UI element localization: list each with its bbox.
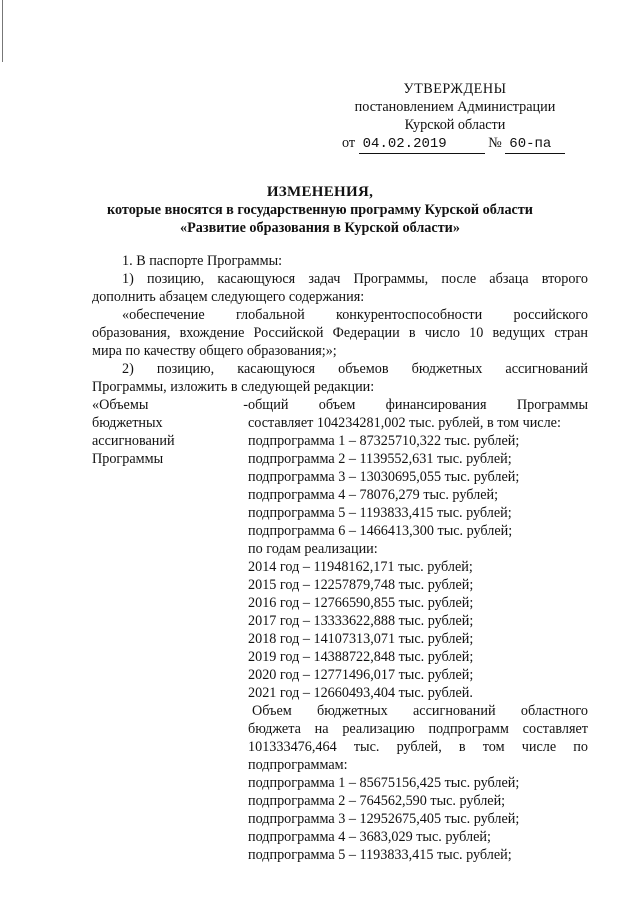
budget-line: подпрограмма 1 – 87325710,322 тыс. рублей; (248, 433, 520, 449)
budget-position-text (248, 396, 588, 864)
year-line: 2019 год – 14388722,848 тыс. рублей; (248, 649, 474, 665)
year-line: 2017 год – 13333622,888 тыс. рублей; (248, 613, 474, 629)
label-line-4: Программы (92, 451, 164, 467)
label-line-1: «Объемы (92, 397, 149, 413)
section-1: 1. В паспорте Программы: (122, 253, 283, 269)
document-heading (60, 183, 580, 237)
item-2-lead: 2) позицию, касающуюся объемов бюджетных ассигнований (122, 361, 588, 377)
budget-line: составляет 104234281,002 тыс. рублей, в том числе: (248, 415, 561, 431)
approval-date: 04.02.2019 (359, 135, 485, 154)
year-line: 2014 год – 11948162,171 тыс. рублей; (248, 559, 473, 575)
approval-block (340, 80, 570, 154)
year-line: 2018 год – 14107313,071 тыс. рублей; (248, 631, 474, 647)
regional-budget-line: бюджета на реализацию подпрограмм составляет (248, 721, 588, 737)
subprogram-line: подпрограмма 1 – 85675156,425 тыс. рублей; (248, 775, 520, 791)
year-line: 2016 год – 12766590,855 тыс. рублей; (248, 595, 474, 611)
approval-line-1: постановлением Администрации (354, 99, 556, 115)
budget-position (92, 396, 588, 864)
date-prefix: от (342, 135, 356, 151)
year-line: 2015 год – 12257879,748 тыс. рублей; (248, 577, 474, 593)
quote-line-2: образования, вхождение Российской Федерации в число 10 ведущих стран (92, 325, 588, 341)
item-2-cont: Программы, изложить в следующей редакции: (92, 379, 375, 395)
page-edge-mark (2, 0, 3, 62)
budget-line: подпрограмма 3 – 13030695,055 тыс. рублей; (248, 469, 520, 485)
heading-line-1: которые вносятся в государственную программу Курской области (107, 202, 533, 218)
approval-number: 60-па (505, 135, 565, 154)
budget-line: общий объем финансирования Программы (248, 397, 588, 413)
document-body (92, 252, 588, 864)
number-prefix: № (488, 135, 502, 151)
subprogram-line: подпрограмма 2 – 764562,590 тыс. рублей; (248, 793, 506, 809)
approval-line-2: Курской области (404, 117, 506, 133)
subprogram-line: подпрограмма 4 – 3683,029 тыс. рублей; (248, 829, 491, 845)
year-line: 2021 год – 12660493,404 тыс. рублей. (248, 685, 473, 701)
regional-budget-line: 101333476,464 тыс. рублей, в том числе по (248, 739, 588, 755)
subprogram-line: подпрограмма 5 – 1193833,415 тыс. рублей; (248, 847, 512, 863)
quote-line-3: мира по качеству общего образования;»; (92, 343, 337, 359)
budget-line: подпрограмма 2 – 1139552,631 тыс. рублей; (248, 451, 512, 467)
approval-title: УТВЕРЖДЕНЫ (403, 81, 507, 97)
year-line: 2020 год – 12771496,017 тыс. рублей; (248, 667, 474, 683)
regional-budget-line: Объем бюджетных ассигнований областного (252, 703, 588, 719)
item-1-lead: 1) позицию, касающуюся задач Программы, после абзаца второго (122, 271, 588, 287)
subprogram-line: подпрограмма 3 – 12952675,405 тыс. рублей; (248, 811, 520, 827)
budget-line: подпрограмма 5 – 1193833,415 тыс. рублей; (248, 505, 512, 521)
budget-line: по годам реализации: (248, 541, 378, 557)
item-1-cont: дополнить абзацем следующего содержания: (92, 289, 365, 305)
regional-budget-line: подпрограммам: (248, 757, 348, 773)
heading-title: ИЗМЕНЕНИЯ, (266, 184, 374, 200)
budget-position-label (92, 396, 248, 864)
label-line-2: бюджетных (92, 415, 163, 431)
budget-line: подпрограмма 6 – 1466413,300 тыс. рублей; (248, 523, 513, 539)
heading-line-2: «Развитие образования в Курской области» (180, 220, 460, 236)
budget-line: подпрограмма 4 – 78076,279 тыс. рублей; (248, 487, 499, 503)
label-line-3: ассигнований (92, 433, 175, 449)
label-dash: - (243, 397, 248, 413)
quote-line-1: «обеспечение глобальной конкурентоспособности российского (122, 307, 588, 323)
approval-date-number (340, 134, 570, 154)
